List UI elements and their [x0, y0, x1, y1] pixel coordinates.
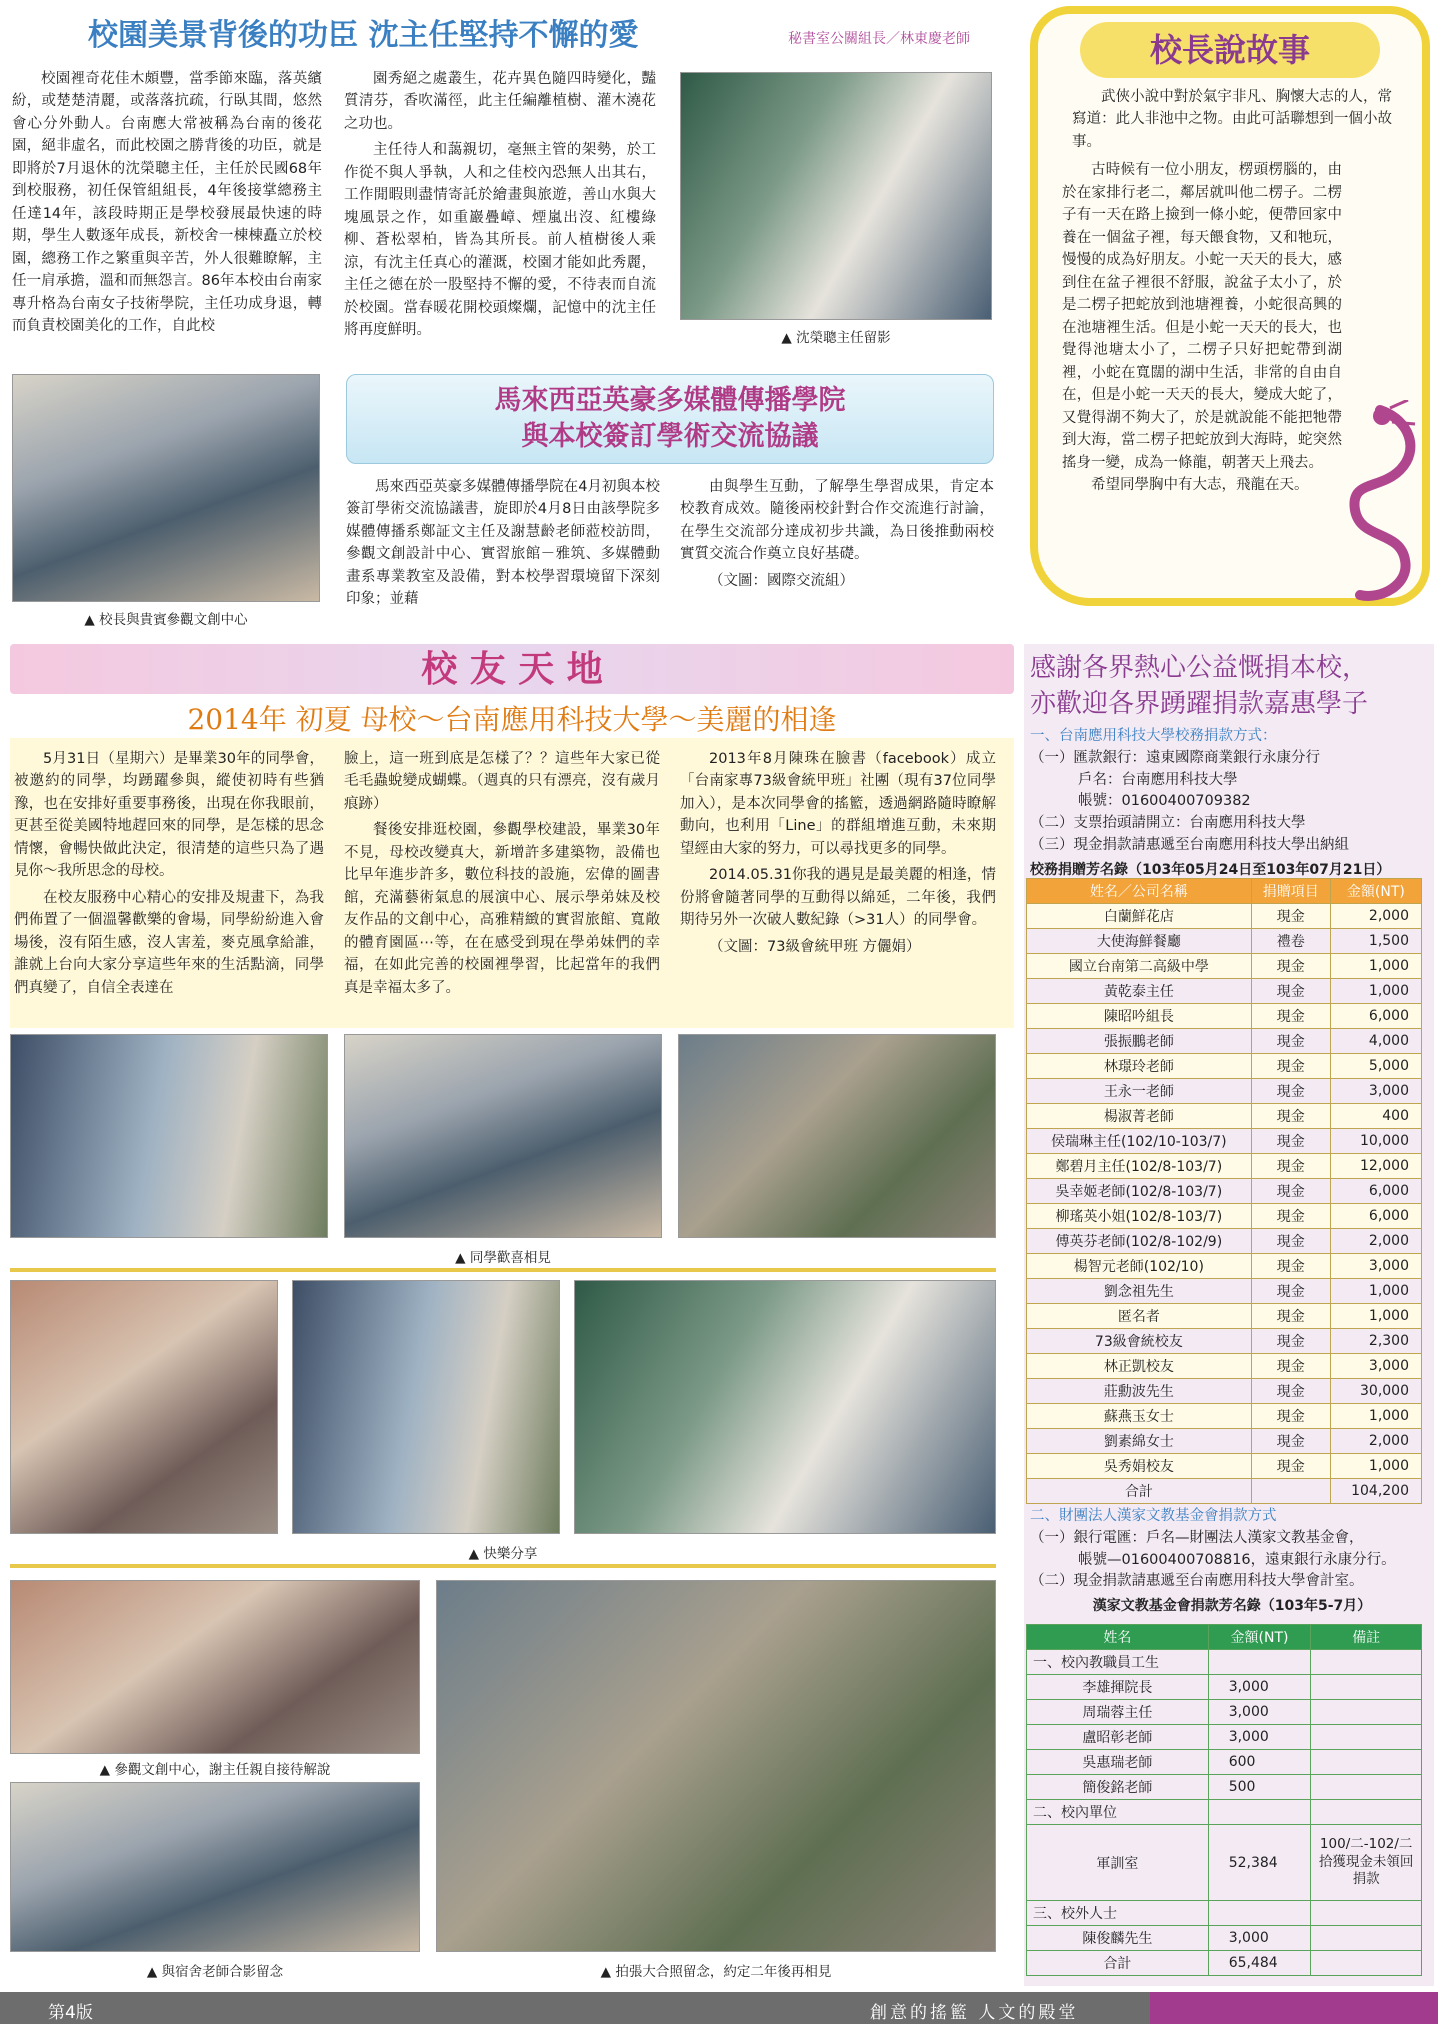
donor-amount: 1,000 [1330, 979, 1421, 1004]
donor-amount: 1,000 [1330, 1304, 1421, 1329]
article1-col1 [12, 68, 322, 342]
donor-name: 蘇燕玉女士 [1027, 1404, 1252, 1429]
donor-item: 現金 [1251, 1079, 1330, 1104]
donor-name: 張振鵬老師 [1027, 1029, 1252, 1054]
table-row [1027, 1404, 1422, 1429]
table-row [1027, 1304, 1422, 1329]
fund-amount [1208, 1800, 1311, 1825]
donor-item: 現金 [1251, 1154, 1330, 1179]
donor-name: 莊勳波先生 [1027, 1379, 1252, 1404]
fund-amount: 3,000 [1208, 1675, 1311, 1700]
table2-header: 姓名 [1027, 1625, 1209, 1650]
donor-name: 柳瑤英小姐(102/8-103/7) [1027, 1204, 1252, 1229]
donor-item: 現金 [1251, 954, 1330, 979]
sec1-bank: （一）匯款銀行：遠東國際商業銀行永康分行 [1030, 749, 1320, 766]
alumni-col1 [14, 748, 324, 1003]
caption-row1: ▲ 同學歡喜相見 [455, 1250, 551, 1266]
donor-amount: 3,000 [1330, 1254, 1421, 1279]
donor-item: 現金 [1251, 1279, 1330, 1304]
table-row [1027, 1229, 1422, 1254]
table1-header: 姓名／公司名稱 [1027, 879, 1252, 904]
alumni-text-1: 5月31日（星期六）是畢業30年的同學會，被邀約的同學，均踴躍參與，縱使初時有些猶豫，也在安排好重要事務後，出現在你我眼前，更甚至從美國特地趕回來的同學，是怎樣的思念情懷，會暢快做此決定，很清楚的這些只為了遇見你～我所思念的母校。 [14, 751, 324, 880]
sec1-account-name: 戶名：台南應用科技大學 [1078, 771, 1238, 788]
donor-item: 現金 [1251, 904, 1330, 929]
fund-amount: 3,000 [1208, 1926, 1311, 1951]
article1-byline: 秘書室公關組長／林東慶老師 [788, 31, 970, 47]
alumni-text-5: 2013年8月陳珠在臉書（facebook）成立「台南家專73級會統甲班」社團（現有37位同學加入），是本次同學會的搖籃，透過網路隨時瞭解動向，也利用「Line」的群組增進互動，未來期望經由大家的努力，可以尋找更多的同學。 [680, 751, 996, 857]
donor-name: 國立台南第二高級中學 [1027, 954, 1252, 979]
donor-name: 楊智元老師(102/10) [1027, 1254, 1252, 1279]
fund-name: 軍訓室 [1027, 1825, 1209, 1901]
fund-note [1311, 1951, 1422, 1976]
table-row [1027, 904, 1422, 929]
donor-amount: 12,000 [1330, 1154, 1421, 1179]
table-row [1027, 1154, 1422, 1179]
donor-item: 現金 [1251, 1429, 1330, 1454]
article2-title-1: 馬來西亞英豪多媒體傳播學院 [494, 385, 846, 416]
caption-row2: ▲ 快樂分享 [468, 1546, 538, 1562]
photo-reunion-2 [344, 1034, 662, 1238]
photo-share-2 [292, 1280, 560, 1534]
donor-amount: 3,000 [1330, 1079, 1421, 1104]
divider-1 [10, 1268, 996, 1272]
table-row [1027, 979, 1422, 1004]
table-row [1027, 1279, 1422, 1304]
table-row [1027, 1951, 1422, 1976]
table-row [1027, 1054, 1422, 1079]
alumni-banner-title: 校 友 天 地 [421, 648, 603, 690]
donor-item: 禮卷 [1251, 929, 1330, 954]
photo-share-3 [574, 1280, 996, 1534]
sec2-account: 帳號—01600400708816，遠東銀行永康分行。 [1078, 1551, 1396, 1568]
donor-amount: 30,000 [1330, 1379, 1421, 1404]
table-row [1027, 1825, 1422, 1901]
donor-amount: 104,200 [1330, 1479, 1421, 1504]
donor-item [1251, 1479, 1330, 1504]
table2-header: 金額(NT) [1208, 1625, 1311, 1650]
donor-amount: 2,000 [1330, 904, 1421, 929]
donor-amount: 4,000 [1330, 1029, 1421, 1054]
table-row [1027, 1675, 1422, 1700]
donor-name: 匿名者 [1027, 1304, 1252, 1329]
fund-note [1311, 1775, 1422, 1800]
caption-visit-center: ▲ 參觀文創中心，謝主任親自接待解說 [99, 1762, 331, 1778]
story-text-2: 古時候有一位小朋友，楞頭楞腦的，由於在家排行老二，鄰居就叫他二楞子。二楞子有一天在路上撿到一條小蛇，便帶回家中養在一個盆子裡，每天餵食物，又和牠玩，慢慢的成為好朋友。小蛇一天天的長大，感到住在盆子裡很不舒服，說盆子太小了，於是二楞子把蛇放到池塘裡養，小蛇很高興的在池塘裡生活。但是小蛇一天天的長大，也覺得池塘太小了，二楞子只好把蛇帶到湖裡，小蛇在寬闊的湖中生活，非常的自由自在，但是小蛇一天天的長大，變成大蛇了，又覺得湖不夠大了，於是就說能不能把牠帶到大海，當二楞子把蛇放到大海時，蛇突然搖身一變，成為一條龍，朝著天上飛去。 [1062, 162, 1342, 471]
photo-dorm-teacher [10, 1782, 420, 1952]
article2-credit: （文圖：國際交流組） [709, 572, 854, 589]
footer-motto: 創意的搖籃 人文的殿堂 [870, 2003, 1079, 2023]
fund-note [1311, 1675, 1422, 1700]
photo-shen-director [680, 72, 992, 320]
alumni-text-4: 餐後安排逛校園，參觀學校建設，畢業30年不見，母校改變真大，新增許多建築物，設備也比早年進步許多，數位科技的設施，宏偉的圖書館，充滿藝術氣息的展演中心、展示學弟妹及校友作品的文創中心，高雅精緻的實習旅館、寬敞的體育園區⋯等，在在感受到現在學弟妹們的幸福，在如此完善的校園裡學習，比起當年的我們真是幸福太多了。 [344, 822, 660, 996]
donor-amount: 1,500 [1330, 929, 1421, 954]
donor-item: 現金 [1251, 1229, 1330, 1254]
divider-2 [10, 1564, 996, 1568]
donor-name: 林璟玲老師 [1027, 1054, 1252, 1079]
donor-item: 現金 [1251, 1129, 1330, 1154]
fund-note [1311, 1750, 1422, 1775]
fund-note [1311, 1901, 1422, 1926]
donor-amount: 2,000 [1330, 1429, 1421, 1454]
donation-sec2 [1030, 1506, 1434, 1619]
alumni-credit: （文圖：73級會統甲班 方儷娟） [709, 938, 921, 955]
donor-item: 現金 [1251, 1204, 1330, 1229]
table-row [1027, 1479, 1422, 1504]
alumni-text-6: 2014.05.31你我的遇見是最美麗的相逢，情份將會隨著同學的互動得以綿延，二年後，我們期待另外一次破人數紀錄（>31人）的同學會。 [680, 867, 996, 929]
donor-amount: 1,000 [1330, 954, 1421, 979]
table2-title: 漢家文教基金會捐款芳名錄（103年5-7月） [1092, 1598, 1372, 1614]
donor-name: 劉念祖先生 [1027, 1279, 1252, 1304]
alumni-banner [10, 644, 1014, 694]
donor-name: 林正凱校友 [1027, 1354, 1252, 1379]
table-row [1027, 1800, 1422, 1825]
fund-name: 合計 [1027, 1951, 1209, 1976]
donor-name: 傅英芬老師(102/8-102/9) [1027, 1229, 1252, 1254]
donor-name: 陳昭吟組長 [1027, 1004, 1252, 1029]
donor-amount: 1,000 [1330, 1279, 1421, 1304]
donor-name: 吳秀娟校友 [1027, 1454, 1252, 1479]
fund-amount [1208, 1650, 1311, 1675]
photo-reunion-1 [10, 1034, 328, 1238]
table-row [1027, 1775, 1422, 1800]
table1-title: 校務捐贈芳名錄（103年05月24日至103年07月21日） [1030, 861, 1391, 878]
sec1-check: （二）支票抬頭請開立：台南應用科技大學 [1030, 815, 1306, 831]
alumni-subtitle: 2014年 初夏 母校～台南應用科技大學～美麗的相逢 [187, 703, 837, 736]
caption-group: ▲ 拍張大合照留念，約定二年後再相見 [600, 1964, 832, 1980]
fund-note [1311, 1926, 1422, 1951]
table-row [1027, 1254, 1422, 1279]
table-row [1027, 1901, 1422, 1926]
story-title-bar [1080, 22, 1380, 78]
donor-name: 73級會統校友 [1027, 1329, 1252, 1354]
photo-principal-visit [12, 374, 320, 602]
donor-amount: 6,000 [1330, 1004, 1421, 1029]
article1-text-3: 主任待人和藹親切，毫無主管的架勢，於工作從不與人爭執，人和之佳校內恐無人出其右，工作閒暇則盡情寄託於繪畫與旅遊，善山水與大塊風景之作，如重巖疊嶂、煙嵐出沒、紅樓綠柳、蒼松翠柏，皆為其所長。前人植樹後人乘涼，有沈主任真心的灌溉，校園才能如此秀麗，主任之德在於一股堅持不懈的愛，不待表而自流於校園。當春暖花開校頭燦爛，記憶中的沈主任將再度鮮明。 [344, 142, 656, 339]
fund-amount: 52,384 [1208, 1825, 1311, 1901]
fund-name: 吳惠瑞老師 [1027, 1750, 1209, 1775]
donor-item: 現金 [1251, 1004, 1330, 1029]
table-row [1027, 1650, 1422, 1675]
table-row [1027, 1029, 1422, 1054]
donor-name: 白蘭鮮花店 [1027, 904, 1252, 929]
fund-amount: 3,000 [1208, 1725, 1311, 1750]
fund-name: 陳俊麟先生 [1027, 1926, 1209, 1951]
donor-amount: 400 [1330, 1104, 1421, 1129]
donor-item: 現金 [1251, 979, 1330, 1004]
table-row [1027, 1079, 1422, 1104]
fund-amount: 500 [1208, 1775, 1311, 1800]
sec1-cash: （三）現金捐款請惠遞至台南應用科技大學出納組 [1030, 836, 1349, 853]
donor-name: 王永一老師 [1027, 1079, 1252, 1104]
fund-name: 二、校內單位 [1027, 1800, 1209, 1825]
sec2-cash: （二）現金捐款請惠遞至台南應用科技大學會計室。 [1030, 1573, 1364, 1590]
table-row [1027, 1004, 1422, 1029]
caption-dorm-teacher: ▲ 與宿舍老師合影留念 [146, 1964, 284, 1980]
donor-amount: 3,000 [1330, 1354, 1421, 1379]
donation-table-2 [1026, 1624, 1422, 1976]
table-row [1027, 1204, 1422, 1229]
table-row [1027, 1750, 1422, 1775]
table2-header: 備註 [1311, 1625, 1422, 1650]
donor-item: 現金 [1251, 1304, 1330, 1329]
table1-header: 金額(NT) [1330, 879, 1421, 904]
fund-amount [1208, 1901, 1311, 1926]
fund-amount: 3,000 [1208, 1700, 1311, 1725]
table-row [1027, 1129, 1422, 1154]
donor-name: 合計 [1027, 1479, 1252, 1504]
table-row [1027, 954, 1422, 979]
donor-item: 現金 [1251, 1454, 1330, 1479]
donor-amount: 6,000 [1330, 1179, 1421, 1204]
donor-name: 侯瑞琳主任(102/10-103/7) [1027, 1129, 1252, 1154]
table-row [1027, 1725, 1422, 1750]
donor-name: 黃乾泰主任 [1027, 979, 1252, 1004]
table-row [1027, 1454, 1422, 1479]
sec2-wire: （一）銀行電匯：戶名—財團法人漢家文教基金會， [1030, 1529, 1364, 1546]
donor-item: 現金 [1251, 1104, 1330, 1129]
photo-share-1 [10, 1280, 278, 1534]
donor-item: 現金 [1251, 1054, 1330, 1079]
dragon-icon [1320, 400, 1430, 610]
article2-text-2: 由與學生互動，了解學生學習成果，肯定本校教育成效。隨後兩校針對合作交流進行討論，在學生交流部分達成初步共識，為日後推動兩校實質交流合作奠立良好基礎。 [680, 479, 994, 563]
donor-amount: 5,000 [1330, 1054, 1421, 1079]
donor-name: 劉素綿女士 [1027, 1429, 1252, 1454]
article1-text-2: 園秀絕之處叢生，花卉異色隨四時變化，豔質清芬，香吹滿徑，此主任編離植樹、灌木澆花之功也。 [344, 71, 656, 132]
story-text-3: 希望同學胸中有大志，飛龍在天。 [1091, 476, 1309, 493]
donor-item: 現金 [1251, 1329, 1330, 1354]
fund-note [1311, 1800, 1422, 1825]
article1-text-1: 校園裡奇花佳木頗豐，當季節來臨，落英繽紛，或楚楚清麗，或落落抗疏，行臥其間，悠然會心分外動人。台南應大常被稱為台南的後花園，絕非虛名，而此校園之勝背後的功臣，就是即將於7月退休的沈榮聰主任，主任於民國68年到校服務，初任保管組組長，4年後接掌總務主任達14年，該段時期正是學校發展最快速的時期，學生人數逐年成長，新校舍一棟棟矗立於校園，總務工作之繁重與辛苦，外人很難瞭解，主任一肩承擔，溫和而無怨言。86年本校由台南家專升格為台南女子技術學院，主任功成身退，轉而負責校園美化的工作，自此校 [12, 71, 322, 335]
donor-amount: 6,000 [1330, 1204, 1421, 1229]
table-row [1027, 1429, 1422, 1454]
table-row [1027, 1379, 1422, 1404]
donor-item: 現金 [1251, 1354, 1330, 1379]
fund-note: 100/二-102/二拾獲現金未領回捐款 [1311, 1825, 1422, 1901]
table-row [1027, 1179, 1422, 1204]
fund-note [1311, 1700, 1422, 1725]
fund-note [1311, 1650, 1422, 1675]
article2-title-2: 與本校簽訂學術交流協議 [521, 421, 819, 452]
article2-col1 [346, 476, 660, 615]
article2-col2 [680, 476, 994, 596]
donation-sec1 [1030, 726, 1434, 883]
donor-amount: 1,000 [1330, 1404, 1421, 1429]
fund-amount: 65,484 [1208, 1951, 1311, 1976]
story-title: 校長說故事 [1149, 31, 1310, 69]
fund-name: 簡俊銘老師 [1027, 1775, 1209, 1800]
donor-item: 現金 [1251, 1254, 1330, 1279]
donor-amount: 10,000 [1330, 1129, 1421, 1154]
donor-amount: 2,000 [1330, 1229, 1421, 1254]
story-text-1: 武俠小說中對於氣宇非凡、胸懷大志的人，常寫道：此人非池中之物。由此可話聯想到一個小故事。 [1072, 89, 1392, 150]
table-row [1027, 1104, 1422, 1129]
photo-shen-caption: ▲ 沈榮聰主任留影 [781, 330, 891, 346]
article2-title-box [346, 374, 994, 464]
fund-name: 周瑞蓉主任 [1027, 1700, 1209, 1725]
donation-heading [1030, 650, 1430, 722]
sec1-account-number: 帳號：01600400709382 [1078, 793, 1251, 810]
footer-accent [1150, 1992, 1438, 2024]
article1-col2 [344, 68, 656, 346]
alumni-text-3: 臉上，這一班到底是怎樣了？？這些年大家已從毛毛蟲蛻變成蝴蝶。（週真的只有漂亮，沒有歲月痕跡） [344, 751, 660, 812]
fund-name: 李雄揮院長 [1027, 1675, 1209, 1700]
fund-amount: 600 [1208, 1750, 1311, 1775]
alumni-col3 [680, 748, 996, 962]
photo-group [436, 1580, 996, 1952]
donation-table-1 [1026, 878, 1422, 1504]
photo-reunion-3 [678, 1034, 996, 1238]
table-row [1027, 929, 1422, 954]
table-row [1027, 1329, 1422, 1354]
alumni-text-2: 在校友服務中心精心的安排及規畫下，為我們佈置了一個溫馨歡樂的會場，同學紛紛進入會場後，沒有陌生感，沒人害羞，麥克風拿給誰，誰就上台向大家分享這些年來的生活點滴，同學們真變了，自信全表達在 [14, 889, 324, 996]
fund-note [1311, 1725, 1422, 1750]
alumni-col2 [344, 748, 660, 1003]
table-row [1027, 1926, 1422, 1951]
fund-name: 一、校內教職員工生 [1027, 1650, 1209, 1675]
photo-principal-caption: ▲ 校長與貴賓參觀文創中心 [84, 612, 248, 628]
table-row [1027, 1354, 1422, 1379]
photo-visit-center [10, 1580, 420, 1754]
fund-name: 盧昭彰老師 [1027, 1725, 1209, 1750]
donor-name: 大使海鮮餐廳 [1027, 929, 1252, 954]
donor-amount: 1,000 [1330, 1454, 1421, 1479]
donor-item: 現金 [1251, 1029, 1330, 1054]
fund-name: 三、校外人士 [1027, 1901, 1209, 1926]
donor-item: 現金 [1251, 1179, 1330, 1204]
donation-heading-2: 亦歡迎各界踴躍捐款嘉惠學子 [1030, 689, 1369, 719]
table1-header: 捐贈項目 [1251, 879, 1330, 904]
donor-name: 鄭碧月主任(102/8-103/7) [1027, 1154, 1252, 1179]
donor-item: 現金 [1251, 1404, 1330, 1429]
table-row [1027, 1700, 1422, 1725]
donor-name: 楊淑菁老師 [1027, 1104, 1252, 1129]
donation-heading-1: 感謝各界熱心公益慨捐本校， [1030, 653, 1369, 683]
donor-item: 現金 [1251, 1379, 1330, 1404]
donor-amount: 2,300 [1330, 1329, 1421, 1354]
footer-page-number: 第4版 [48, 2003, 93, 2023]
footer-bar [0, 1992, 1438, 2024]
donor-name: 吳幸姬老師(102/8-103/7) [1027, 1179, 1252, 1204]
article1-header [88, 10, 988, 53]
article2-text-1: 馬來西亞英豪多媒體傳播學院在4月初與本校簽訂學術交流協議書，旋即於4月8日由該學院多媒體傳播系鄭証文主任及謝慧齡老師蒞校訪問，參觀文創設計中心、實習旅館－雅筑、多媒體動畫系專業教室及設備，對本校學習環境留下深刻印象；並藉 [346, 479, 660, 608]
article1-title: 校園美景背後的功臣 沈主任堅持不懈的愛 [88, 18, 639, 53]
sec1-title: 一、台南應用科技大學校務捐款方式： [1030, 728, 1277, 744]
sec2-title: 二、財團法人漢家文教基金會捐款方式 [1030, 1508, 1277, 1524]
